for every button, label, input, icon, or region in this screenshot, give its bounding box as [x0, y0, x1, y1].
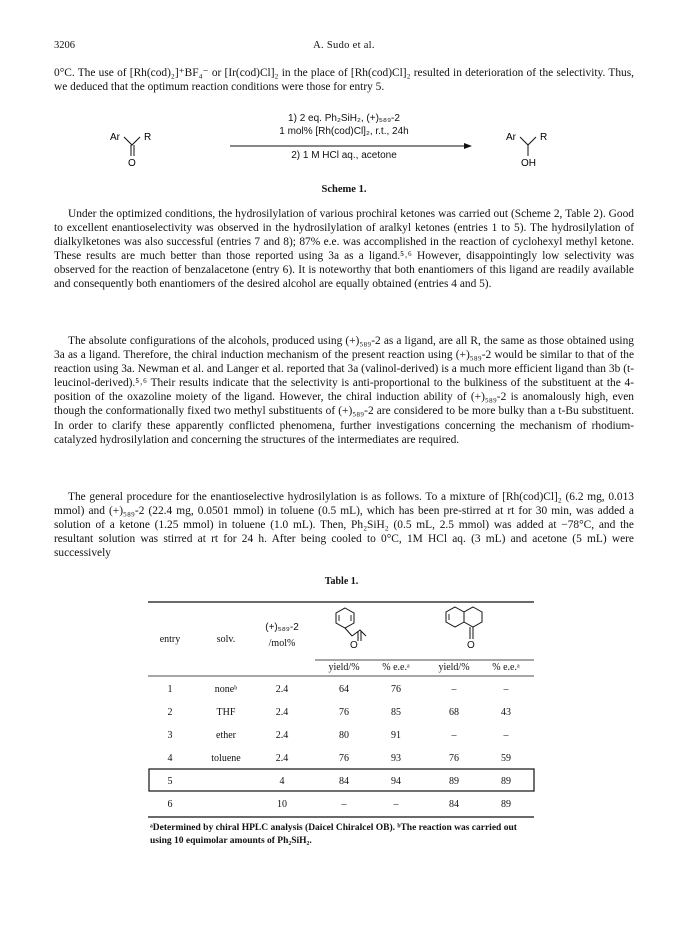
table-cell-e1: 76 — [391, 684, 401, 695]
table-cell-solv: noneᵇ — [214, 684, 238, 695]
page-number: 3206 — [54, 40, 75, 51]
col-header-ligand-unit: /mol% — [268, 638, 296, 649]
table-cell-y1: 84 — [339, 776, 349, 787]
scheme-1 — [54, 104, 634, 214]
table-cell-y2: 76 — [449, 753, 459, 764]
table-cell-y1: 76 — [339, 707, 349, 718]
table-row — [150, 680, 534, 702]
table-cell-solv: THF — [216, 707, 236, 718]
paragraph-procedure-text: The general procedure for the enantioselective hydrosilylation is as follows. To a mixture of [Rh(cod)Cl]₂ (6.2 mg, 0.013 mmol) and (+)₅₈₉-2 (22.4 mg, 0.0501 mmol) in toluene (0.5 mL), which has been pre-stirred at rt for 30 min, was added a solution of a ketone (1.25 mmol) in toluene (1.0 mL). Then, Ph₂SiH₂ (0.5 mL, 2.5 mmol) was added at −78°C, and the resultant solution was stirred at rt for 24 h. After being cooled to 0°C, 1M HCl aq. (3 mL) and acetone (5 mL) were successively — [54, 491, 634, 560]
paragraph-configuration — [54, 334, 634, 447]
table-cell-e2: 43 — [501, 707, 511, 718]
table-cell-mol: 4 — [279, 776, 285, 787]
table-cell-y1: – — [341, 799, 347, 810]
running-author: A. Sudo et al. — [313, 40, 375, 51]
reactant-ar-label: Ar — [110, 132, 120, 143]
condition-line-3: 2) 1 M HCl aq., acetone — [291, 150, 397, 161]
col-header-yield-1: yield/% — [328, 662, 360, 673]
table-cell-e2: – — [503, 684, 509, 695]
table-cell-y2: – — [451, 730, 457, 741]
table-row — [150, 795, 534, 817]
table-row — [150, 772, 534, 794]
table-cell-mol: 2.4 — [275, 684, 289, 695]
table-cell-y2: 89 — [449, 776, 459, 787]
reactant-r-label: R — [144, 132, 152, 143]
col-header-entry: entry — [159, 634, 181, 645]
paragraph-results-text: Under the optimized conditions, the hydrosilylation of various prochiral ketones was carried out (Scheme 2, Table 2). Good to excellent enantioselectivity was observed in the hydrosilylation of aralkyl ketones (entries 1 to 5). The hydrosilylation of dialkylketones was also successful (entries 7 and 8); 87% e.e. was accomplished in the reaction of cyclohexyl methyl ketone. These results are much better than those reported using 3a as a ligand.⁵˒⁶ However, disappointingly low selectivity was observed for the reaction of benzalacetone (entry 6). It is noteworthy that both enantiomers of this ligand are readily available and consequently both enantiomers of the desired alcohol are equally obtained (entries 4 and 5). — [54, 208, 634, 291]
product-oh-label: OH — [521, 158, 536, 169]
table-cell-y2: 84 — [449, 799, 459, 810]
condition-line-1: 1) 2 eq. Ph₂SiH₂, (+)₅₈₉-2 — [288, 113, 400, 124]
table-cell-solv: toluene — [211, 753, 241, 764]
paragraph-results — [54, 207, 634, 292]
table-caption: Table 1. — [324, 576, 359, 587]
table-cell-entry: 1 — [167, 684, 173, 695]
table-cell-mol: 10 — [277, 799, 287, 810]
table-cell-e2: – — [503, 730, 509, 741]
table-cell-e1: 91 — [391, 730, 401, 741]
table-row — [150, 726, 534, 748]
table-cell-mol: 2.4 — [275, 707, 289, 718]
product-ar-label: Ar — [506, 132, 516, 143]
table-cell-e2: 89 — [501, 776, 511, 787]
table-cell-e1: 85 — [391, 707, 401, 718]
paragraph-configuration-text: The absolute configurations of the alcohols, produced using (+)₅₈₉-2 as a ligand, are all R, the same as those obtained using 3a as a ligand. Therefore, the chiral induction mechanism of the present reaction using (+)₅₈₉-2 would be similar to that of the reaction using 3a. Newman et al. and Langer et al. reported that 3a (valinol-derived) is a much more efficient ligand than 3b (t-leucinol-derived).⁵˒⁶ Their results indicate that the selectivity is anti-proportional to the bulkiness of the substituent at the 4-position of the oxazoline moiety of the ligand. However, the chiral induction ability of (+)₅₈₉-2 is anomalously high, even though the conformationally fixed two methyl substituents of (+)₅₈₉-2 are considered to be more bulky than a t-Bu substituent. In order to clarify these apparently conflicted phenomena, further investigations concerning the mechanism of rhodium-catalyzed hydrosilylation and concerning the structures of the intermediates are required. — [54, 335, 634, 446]
table-cell-e2: 59 — [501, 753, 511, 764]
paragraph-intro: 0°C. The use of [Rh(cod)₂]⁺BF₄⁻ or [Ir(cod)Cl]₂ in the place of [Rh(cod)Cl]₂ resulted in deterioration of the selectivity. Thus, we deduced that the optimum reaction conditions were those for entry 5. — [54, 67, 634, 94]
table-cell-e1: – — [393, 799, 399, 810]
table-cell-y1: 80 — [339, 730, 349, 741]
substrate-1-structure — [336, 608, 366, 641]
col-header-solv: solv. — [216, 634, 236, 645]
product-backbone — [520, 137, 536, 145]
table-cell-mol: 2.4 — [275, 753, 289, 764]
paragraph-procedure — [54, 490, 634, 560]
scheme-caption: Scheme 1. — [321, 184, 367, 195]
table-footnote: ᵃDetermined by chiral HPLC analysis (Daicel Chiralcel OB). ᵇThe reaction was carried out using 10 equimolar amounts of Ph₂SiH₂. — [150, 823, 517, 846]
table-cell-entry: 6 — [167, 799, 173, 810]
table-cell-e1: 94 — [391, 776, 401, 787]
table-cell-y2: – — [451, 684, 457, 695]
reaction-arrowhead — [464, 143, 472, 149]
table-cell-e2: 89 — [501, 799, 511, 810]
table-row — [150, 703, 534, 725]
substrate-2-oxygen: O — [467, 640, 475, 651]
col-header-ligand: (+)₅₈₉-2 — [265, 622, 299, 633]
table-cell-entry: 3 — [167, 730, 173, 741]
table-row — [150, 749, 534, 771]
table-cell-y1: 76 — [339, 753, 349, 764]
table-cell-e1: 93 — [391, 753, 401, 764]
substrate-1-oxygen: O — [350, 640, 358, 651]
col-header-ee-2: % e.e.ᵃ — [492, 662, 520, 673]
col-header-ee-1: % e.e.ᵃ — [382, 662, 410, 673]
table-cell-entry: 2 — [167, 707, 173, 718]
condition-line-2: 1 mol% [Rh(cod)Cl]₂, r.t., 24h — [279, 126, 409, 137]
product-r-label: R — [540, 132, 548, 143]
col-header-yield-2: yield/% — [438, 662, 470, 673]
reactant-o-label: O — [128, 158, 136, 169]
substrate-2-structure — [446, 607, 482, 639]
table-cell-entry: 4 — [167, 753, 173, 764]
table-cell-solv: ether — [216, 730, 236, 741]
table-cell-mol: 2.4 — [275, 730, 289, 741]
table-cell-y1: 64 — [339, 684, 349, 695]
reactant-backbone — [124, 137, 140, 145]
table-cell-entry: 5 — [167, 776, 173, 787]
table-cell-y2: 68 — [449, 707, 459, 718]
